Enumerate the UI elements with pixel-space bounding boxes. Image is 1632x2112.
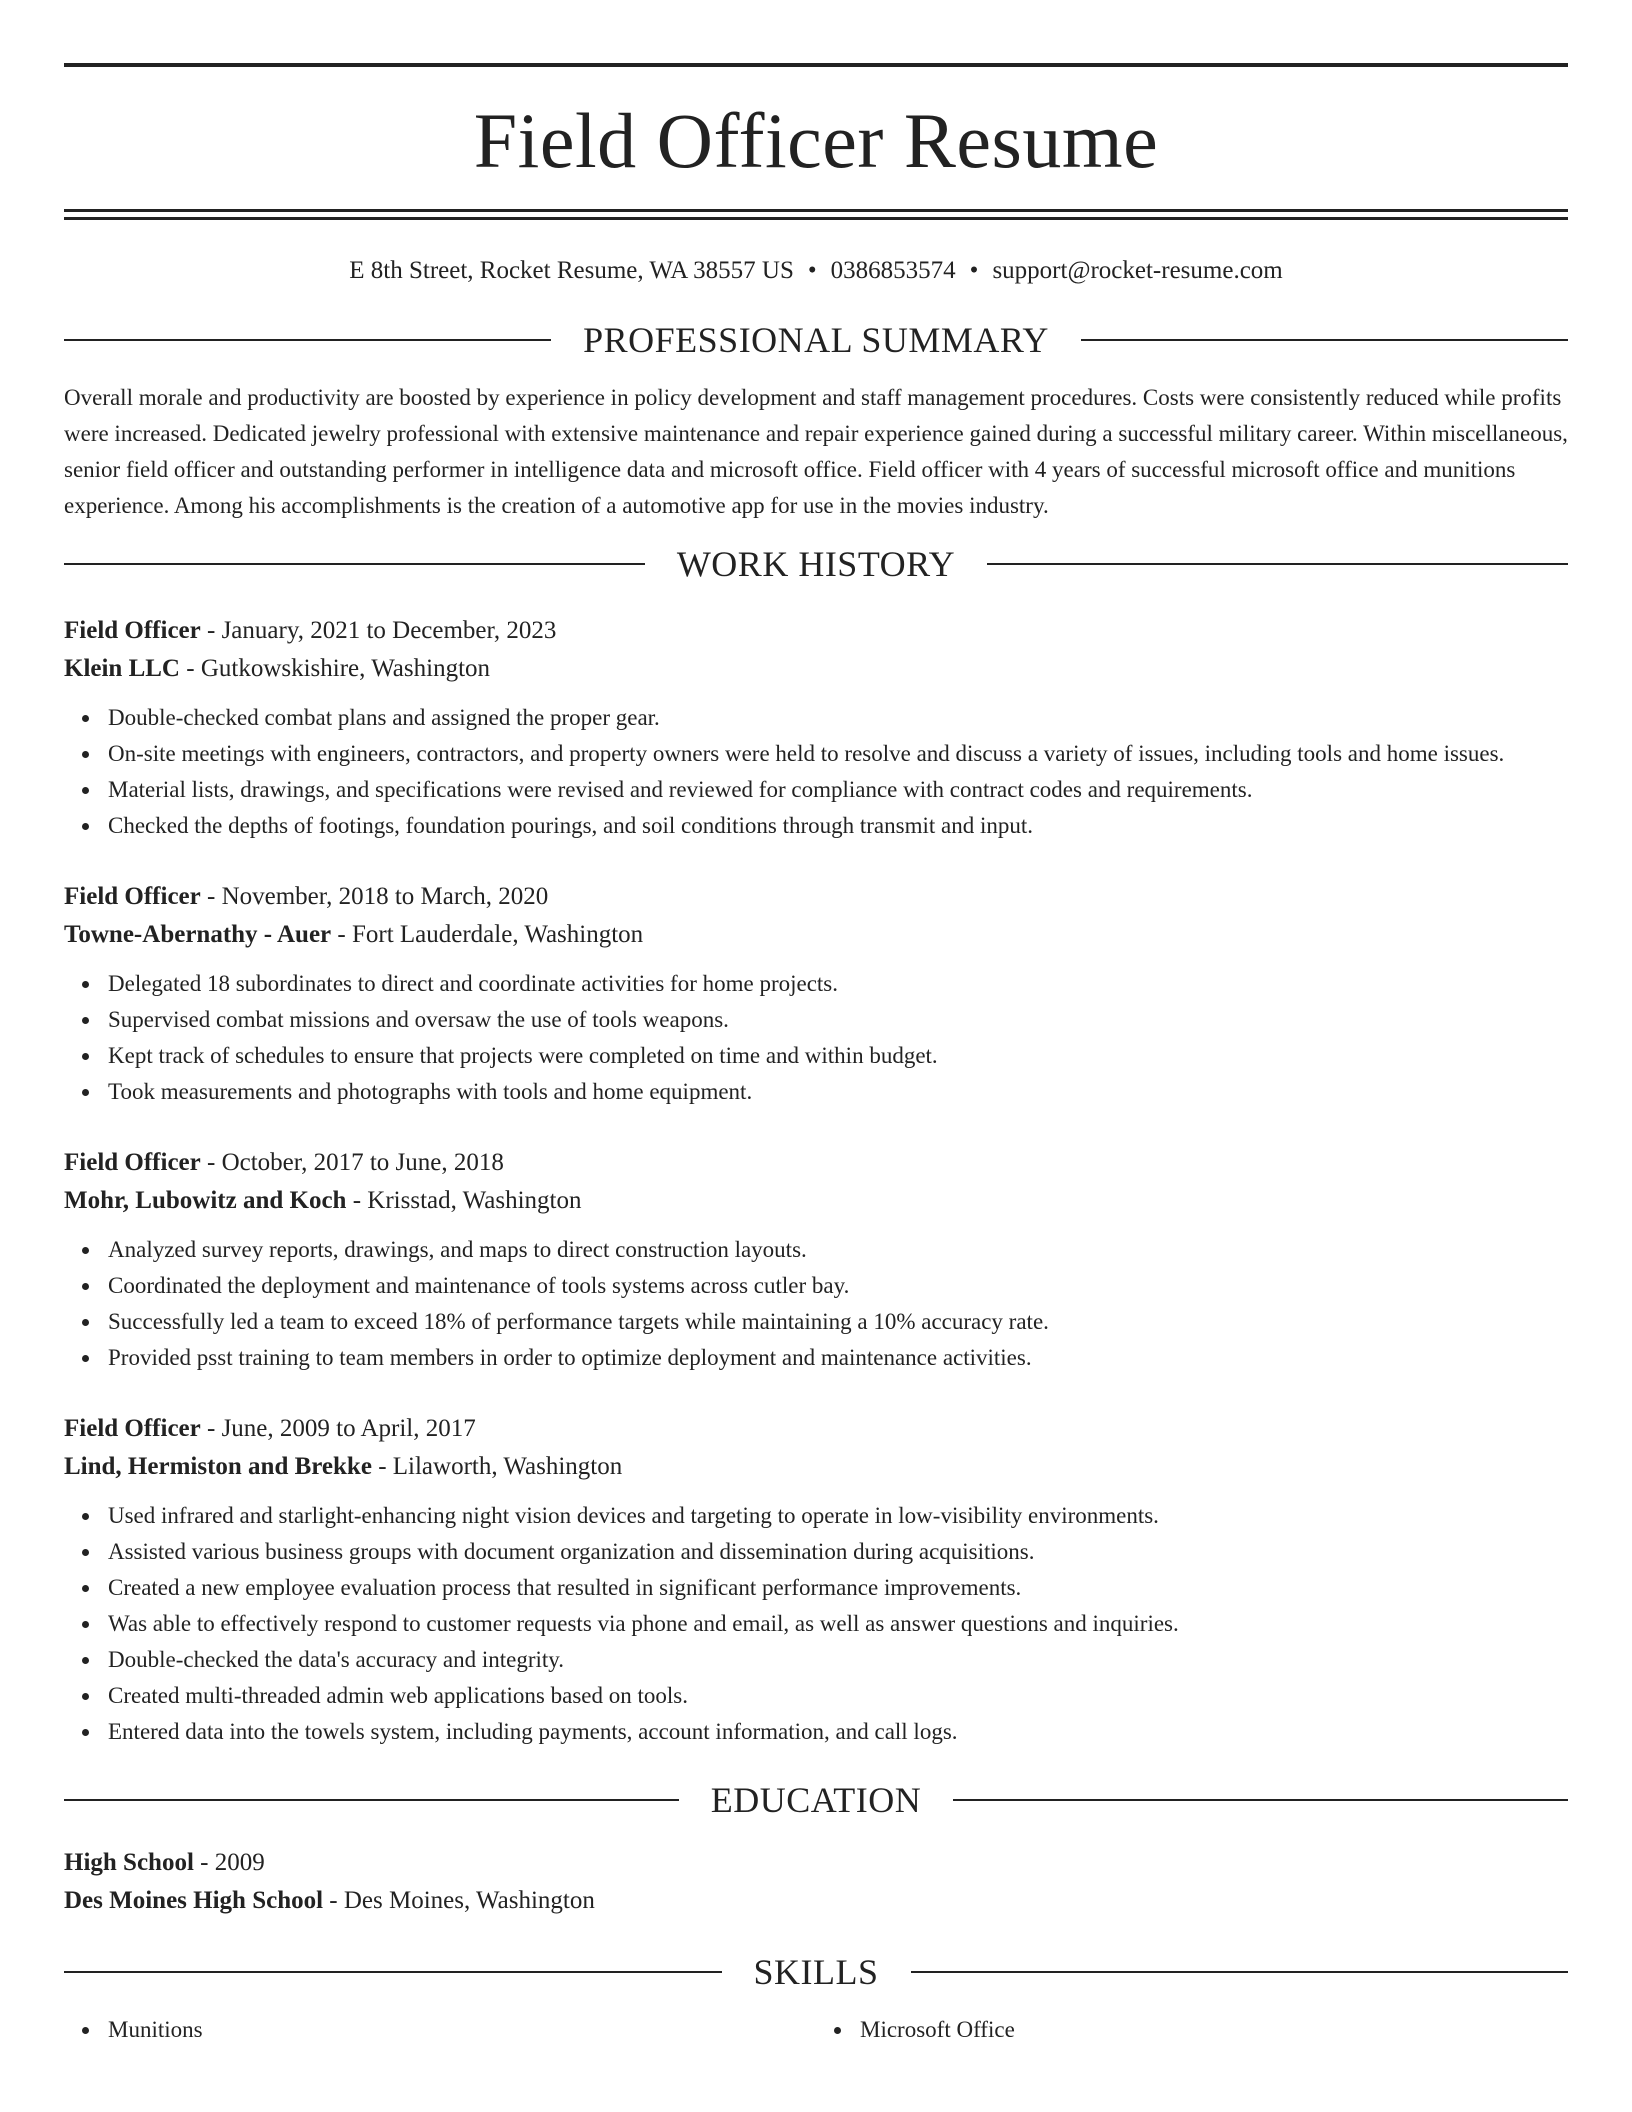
skills-column-right bbox=[816, 2012, 1568, 2048]
title-double-rule bbox=[64, 209, 1568, 220]
skills-list bbox=[64, 2012, 1568, 2048]
education-degree: High School bbox=[64, 1849, 194, 1876]
job-bullet: Kept track of schedules to ensure that projects were completed on time and within budget. bbox=[108, 1038, 1568, 1074]
job-bullet: Double-checked the data's accuracy and integrity. bbox=[108, 1642, 1568, 1678]
education-entry bbox=[64, 1844, 1568, 1920]
job-entry bbox=[64, 612, 1568, 844]
summary-text: Overall morale and productivity are boosted by experience in policy development and staff management procedures. Costs were consistently reduced while profits were increased. Dedicated jewelry professional with extensive maintenance and repair experience gained during a successful military career. Within miscellaneous, senior field officer and outstanding performer in intelligence data and microsoft office. Field officer with 4 years of successful microsoft office and munitions experience. Among his accomplishments is the creation of a automotive app for use in the movies industry. bbox=[64, 385, 1568, 518]
job-company-line bbox=[64, 916, 1568, 954]
heading-rule-left bbox=[64, 1971, 722, 1973]
job-dates: - January, 2021 to December, 2023 bbox=[200, 617, 557, 644]
job-company: Towne-Abernathy - Auer bbox=[64, 921, 332, 948]
skill-item: Microsoft Office bbox=[860, 2012, 1568, 2048]
summary-heading-label: PROFESSIONAL SUMMARY bbox=[583, 320, 1049, 360]
job-bullet-list bbox=[64, 1498, 1568, 1750]
job-bullet: Coordinated the deployment and maintenance of tools systems across cutler bay. bbox=[108, 1268, 1568, 1304]
job-location: - Fort Lauderdale, Washington bbox=[331, 921, 644, 948]
resume-page bbox=[64, 0, 1568, 2048]
job-bullet: Checked the depths of footings, foundation pourings, and soil conditions through transmit and input. bbox=[108, 808, 1568, 844]
job-entry bbox=[64, 1410, 1568, 1750]
job-bullet: Took measurements and photographs with tools and home equipment. bbox=[108, 1074, 1568, 1110]
job-bullet: Material lists, drawings, and specifications were revised and reviewed for compliance with contract codes and requirements. bbox=[108, 772, 1568, 808]
heading-rule-left bbox=[64, 1799, 679, 1801]
job-bullet: Analyzed survey reports, drawings, and maps to direct construction layouts. bbox=[108, 1232, 1568, 1268]
job-bullet: Supervised combat missions and oversaw the use of tools weapons. bbox=[108, 1002, 1568, 1038]
job-bullet-list bbox=[64, 1232, 1568, 1376]
contact-email: support@rocket-resume.com bbox=[992, 257, 1283, 284]
skills-heading-label: SKILLS bbox=[753, 1952, 879, 1992]
skill-item: Munitions bbox=[108, 2012, 816, 2048]
work-history-list bbox=[64, 612, 1568, 1750]
job-bullet: Used infrared and starlight-enhancing night vision devices and targeting to operate in low-visibility environments. bbox=[108, 1498, 1568, 1534]
heading-rule-right bbox=[1081, 339, 1568, 341]
job-entry bbox=[64, 1144, 1568, 1376]
job-location: - Gutkowskishire, Washington bbox=[180, 655, 491, 682]
resume-title: Field Officer Resume bbox=[473, 97, 1159, 184]
job-bullet: Entered data into the towels system, including payments, account information, and call logs. bbox=[108, 1714, 1568, 1750]
heading-rule-left bbox=[64, 563, 645, 565]
job-bullet: Assisted various business groups with document organization and dissemination during acquisitions. bbox=[108, 1534, 1568, 1570]
education-year: - 2009 bbox=[193, 1849, 265, 1876]
education-location: - Des Moines, Washington bbox=[323, 1887, 595, 1914]
job-bullet: Was able to effectively respond to customer requests via phone and email, as well as answer questions and inquiries. bbox=[108, 1606, 1568, 1642]
job-title: Field Officer bbox=[64, 1415, 201, 1442]
job-bullet: Delegated 18 subordinates to direct and coordinate activities for home projects. bbox=[108, 966, 1568, 1002]
job-company: Lind, Hermiston and Brekke bbox=[64, 1453, 372, 1480]
top-rule bbox=[64, 63, 1568, 67]
contact-separator: • bbox=[807, 257, 817, 284]
job-title-line bbox=[64, 1144, 1568, 1182]
heading-rule-left bbox=[64, 339, 551, 341]
skills-heading bbox=[64, 1950, 1568, 1994]
summary-heading bbox=[64, 318, 1568, 362]
job-location: - Krisstad, Washington bbox=[346, 1187, 582, 1214]
job-bullet: Created multi-threaded admin web applications based on tools. bbox=[108, 1678, 1568, 1714]
contact-line bbox=[64, 254, 1568, 288]
education-school: Des Moines High School bbox=[64, 1887, 324, 1914]
heading-rule-right bbox=[987, 563, 1568, 565]
education-heading bbox=[64, 1778, 1568, 1822]
education-heading-label: EDUCATION bbox=[710, 1780, 922, 1820]
job-entry bbox=[64, 878, 1568, 1110]
job-company: Klein LLC bbox=[64, 655, 180, 682]
job-bullet-list bbox=[64, 966, 1568, 1110]
contact-separator: • bbox=[969, 257, 979, 284]
job-company: Mohr, Lubowitz and Koch bbox=[64, 1187, 347, 1214]
job-company-line bbox=[64, 650, 1568, 688]
job-dates: - November, 2018 to March, 2020 bbox=[200, 883, 549, 910]
job-bullet: Created a new employee evaluation process that resulted in significant performance improvements. bbox=[108, 1570, 1568, 1606]
job-bullet-list bbox=[64, 700, 1568, 844]
job-dates: - June, 2009 to April, 2017 bbox=[200, 1415, 476, 1442]
contact-address: E 8th Street, Rocket Resume, WA 38557 US bbox=[349, 257, 794, 284]
job-bullet: Double-checked combat plans and assigned the proper gear. bbox=[108, 700, 1568, 736]
work-history-heading-label: WORK HISTORY bbox=[676, 544, 956, 584]
job-company-line bbox=[64, 1448, 1568, 1486]
job-title: Field Officer bbox=[64, 1149, 201, 1176]
job-title: Field Officer bbox=[64, 883, 201, 910]
job-bullet: Successfully led a team to exceed 18% of performance targets while maintaining a 10% accuracy rate. bbox=[108, 1304, 1568, 1340]
contact-phone: 0386853574 bbox=[830, 257, 956, 284]
job-bullet: Provided psst training to team members in order to optimize deployment and maintenance activities. bbox=[108, 1340, 1568, 1376]
education-degree-line bbox=[64, 1844, 1568, 1882]
job-title-line bbox=[64, 1410, 1568, 1448]
job-location: - Lilaworth, Washington bbox=[371, 1453, 623, 1480]
education-school-line bbox=[64, 1882, 1568, 1920]
work-history-heading bbox=[64, 542, 1568, 586]
job-bullet: On-site meetings with engineers, contractors, and property owners were held to resolve and discuss a variety of issues, including tools and home issues. bbox=[108, 736, 1568, 772]
heading-rule-right bbox=[953, 1799, 1568, 1801]
job-title: Field Officer bbox=[64, 617, 201, 644]
skills-column-left bbox=[64, 2012, 816, 2048]
job-dates: - October, 2017 to June, 2018 bbox=[200, 1149, 504, 1176]
job-title-line bbox=[64, 612, 1568, 650]
job-company-line bbox=[64, 1182, 1568, 1220]
job-title-line bbox=[64, 878, 1568, 916]
heading-rule-right bbox=[911, 1971, 1569, 1973]
